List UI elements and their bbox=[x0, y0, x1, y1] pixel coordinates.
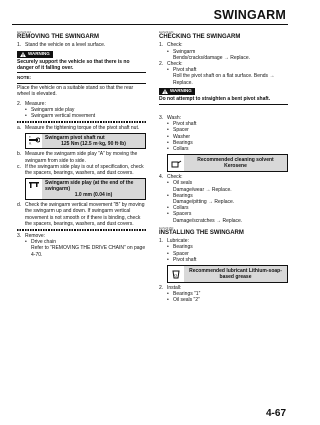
dashed-separator bbox=[17, 121, 146, 123]
list-item: • Swingarm bbox=[167, 49, 288, 55]
list-item-text: Collars bbox=[173, 145, 189, 152]
check-detail: Roll the pivot shaft on a flat surface. Bends → Replace. bbox=[173, 73, 275, 86]
step-number: 3. bbox=[159, 114, 164, 121]
check-detail: Damage/scratches → Replace. bbox=[173, 217, 243, 224]
spec-box-torque bbox=[25, 133, 146, 149]
list-item-text: Pivot shaft bbox=[173, 121, 197, 128]
list-item-text: Oil seals “2” bbox=[173, 297, 200, 304]
warning-badge bbox=[17, 51, 53, 58]
list-item: • Bearings “1” bbox=[167, 291, 288, 297]
list-item: • Washer bbox=[167, 134, 288, 140]
cross-reference: Refer to “REMOVING THE DRIVE CHAIN” on page 4-70. bbox=[31, 245, 146, 258]
note-label: NOTE: bbox=[17, 75, 31, 81]
step-text: Remove: bbox=[25, 233, 46, 240]
recommended-lubricant-text: Recommended lubricant Lithium-soap-based grease bbox=[184, 266, 287, 282]
substep-letter: a. bbox=[17, 125, 22, 132]
list-item: • Pivot shaft bbox=[167, 67, 288, 73]
check-detail: Bends/cracks/damage → Replace. bbox=[173, 54, 250, 61]
list-item: • Bearings bbox=[167, 140, 288, 146]
dashed-separator bbox=[17, 229, 146, 231]
list-item: • Collars bbox=[167, 205, 288, 211]
recommended-lubricant-box bbox=[167, 265, 288, 283]
step-number: 1. bbox=[159, 42, 164, 49]
list-item: • Spacers bbox=[167, 211, 288, 217]
list-item: • Oil seals bbox=[167, 180, 288, 186]
list-item: • Swingarm vertical movement bbox=[25, 113, 146, 119]
warning-text: Securely support the vehicle so that there is no danger of it falling over. bbox=[17, 58, 130, 71]
warning-triangle-icon bbox=[162, 89, 168, 94]
list-item-text: Spacer bbox=[173, 250, 189, 257]
svg-text:G: G bbox=[174, 272, 178, 278]
list-item: • Bearings bbox=[167, 193, 288, 199]
torque-wrench-icon bbox=[26, 134, 42, 148]
list-item: • Pivot shaft bbox=[167, 257, 288, 263]
list-item-text: Swingarm vertical movement bbox=[31, 113, 96, 120]
list-item: • Swingarm side play bbox=[25, 107, 146, 113]
list-item-text: Bearings “1” bbox=[173, 291, 201, 298]
list-item-text: Swingarm bbox=[173, 48, 196, 55]
section-code: EAS23110 bbox=[17, 30, 32, 34]
substep-text: Measure the tightening torque of the pivot shaft nut. bbox=[25, 125, 140, 132]
note-text: Place the vehicle on a suitable stand so that the rear wheel is elevated. bbox=[17, 85, 134, 98]
list-item: • Spacer bbox=[167, 251, 288, 257]
section-code: EAS23120 bbox=[159, 30, 174, 34]
substep-letter: b. bbox=[17, 151, 22, 158]
list-item-text: Bearings bbox=[173, 244, 193, 251]
substep-letter: c. bbox=[17, 163, 21, 170]
oil-can-icon bbox=[168, 155, 184, 171]
step-text: Check: bbox=[167, 42, 183, 49]
grease-icon bbox=[168, 266, 184, 282]
list-item-text: Washer bbox=[173, 133, 191, 140]
left-column bbox=[17, 31, 146, 258]
step-number: 2. bbox=[159, 61, 164, 68]
substep-b bbox=[17, 151, 146, 163]
list-item-text: Bearings bbox=[173, 139, 193, 146]
step-text: Stand the vehicle on a level surface. bbox=[25, 42, 106, 49]
list-item: • Pivot shaft bbox=[167, 121, 288, 127]
substep-text: Measure the swingarm side play “A” by moving the swingarm from side to side. bbox=[25, 151, 138, 164]
warning-label: WARNING bbox=[28, 51, 50, 57]
page-header-title: SWINGARM bbox=[213, 8, 286, 22]
substep-letter: d. bbox=[17, 202, 22, 209]
substep-a bbox=[17, 125, 146, 131]
step-number: 2. bbox=[159, 284, 164, 291]
list-item-text: Pivot shaft bbox=[173, 256, 197, 263]
substep-d bbox=[17, 202, 146, 227]
step-text: Install: bbox=[167, 284, 182, 291]
substep-c bbox=[17, 164, 146, 176]
step-text: Lubricate: bbox=[167, 238, 189, 245]
step-1 bbox=[17, 42, 146, 48]
list-item-text: Collars bbox=[173, 205, 189, 212]
list-item-text: Pivot shaft bbox=[173, 67, 197, 74]
list-item: • Bearings bbox=[167, 244, 288, 250]
list-item-text: Bearings bbox=[173, 192, 193, 199]
page-number: 4-67 bbox=[265, 408, 286, 419]
step-number: 1. bbox=[159, 238, 164, 245]
list-item-text: Oil seals bbox=[173, 180, 193, 187]
divider bbox=[17, 72, 146, 73]
step-text: Wash: bbox=[167, 114, 181, 121]
step-text: Check: bbox=[167, 61, 183, 68]
recommended-solvent-box bbox=[167, 154, 288, 172]
step-text: Measure: bbox=[25, 100, 46, 107]
list-item-text: Spacer bbox=[173, 127, 189, 134]
list-item: • Drive chain bbox=[25, 239, 146, 245]
list-item: • Spacer bbox=[167, 127, 288, 133]
warning-text: Do not attempt to straighten a bent pivot shaft. bbox=[159, 96, 271, 103]
list-item-text: Spacers bbox=[173, 211, 192, 218]
section-heading-checking: CHECKING THE SWINGARM bbox=[159, 34, 241, 41]
svg-text:R.: R. bbox=[29, 141, 32, 146]
section-heading-removing: REMOVING THE SWINGARM bbox=[17, 34, 99, 41]
spec-title: Swingarm side play (at the end of the swingarm) bbox=[45, 180, 134, 193]
spec-title: Swingarm pivot shaft nut bbox=[45, 135, 105, 142]
section-code: EAS23150 bbox=[159, 225, 174, 230]
section-heading-installing: INSTALLING THE SWINGARM bbox=[159, 230, 244, 237]
step-text: Check: bbox=[167, 174, 183, 181]
step-number: 4. bbox=[159, 174, 164, 181]
right-column bbox=[159, 31, 288, 304]
recommended-solvent-text: Recommended cleaning solvent Kerosene bbox=[184, 155, 287, 171]
step-number: 3. bbox=[17, 233, 22, 240]
substep-text: If the swingarm side play is out of specification, check the spacers, bearings, washers, and dust covers. bbox=[25, 163, 144, 177]
warning-triangle-icon bbox=[20, 52, 26, 57]
caliper-icon bbox=[26, 179, 42, 199]
step-number: 2. bbox=[17, 100, 22, 107]
list-item-text: Swingarm side play bbox=[31, 106, 75, 113]
check-detail: Damage/wear → Replace. bbox=[173, 186, 232, 193]
substep-text: Check the swingarm vertical movement “B” by moving the swingarm up and down. If swingarm vertical movement is not smooth or if there is binding, check the spacers, bearings, washers, and dust covers. bbox=[25, 202, 145, 227]
list-item: • Oil seals “2” bbox=[167, 297, 288, 303]
spec-value: 125 Nm (12.5 m·kg, 90 ft·lb) bbox=[61, 141, 126, 148]
check-detail: Damage/pitting → Replace. bbox=[173, 198, 235, 205]
step-number: 1. bbox=[17, 42, 22, 49]
divider bbox=[17, 83, 146, 84]
list-item-text: Drive chain bbox=[31, 239, 57, 246]
divider bbox=[159, 104, 288, 105]
warning-label: WARNING bbox=[170, 88, 192, 94]
spec-box-side-play bbox=[25, 178, 146, 200]
warning-badge bbox=[159, 88, 195, 95]
svg-text:T.: T. bbox=[29, 135, 32, 140]
header-rule bbox=[12, 24, 288, 25]
spec-value: 1.0 mm (0.04 in) bbox=[74, 192, 113, 199]
list-item: • Collars bbox=[167, 146, 288, 152]
